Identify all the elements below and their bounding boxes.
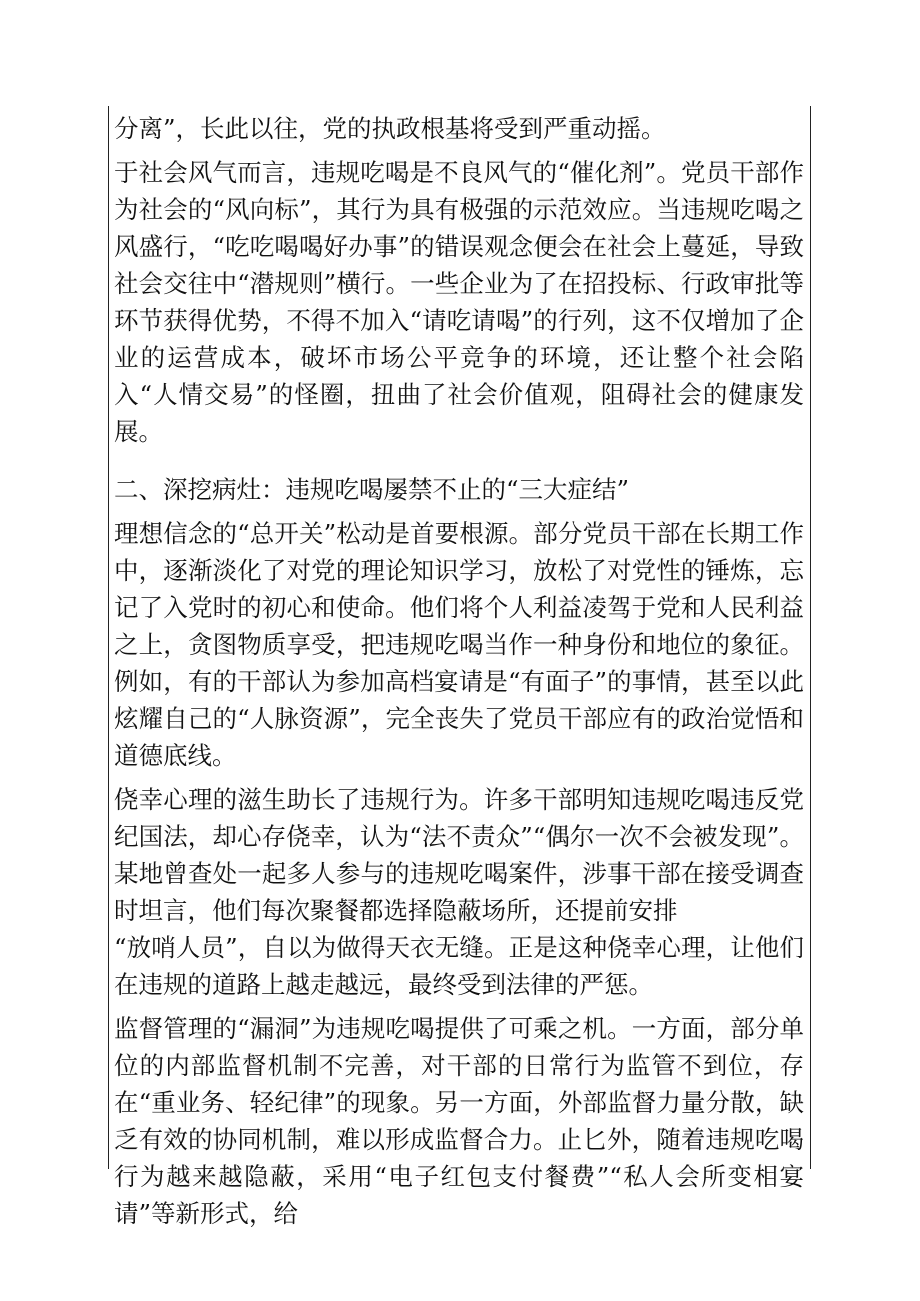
- paragraph-luck-mentality: 侥幸心理的滋生助长了违规行为。许多干部明知违规吃喝违反党纪国法，却心存侥幸，认为“法不责众”“偶尔一次不会被发现”。某地曾查处一起多人参与的违规吃喝案件，涉事干部在接受调查时坦言，他们每次聚餐都选择隐蔽场所，还提前安排: [114, 785, 804, 925]
- paragraph-luck-mentality-cont: “放哨人员”，自以为做得天衣无缝。正是这种侥幸心理，让他们在违规的道路上越走越远，最终受到法律的严惩。: [114, 933, 804, 999]
- paragraph-social-atmosphere: 于社会风气而言，违规吃喝是不良风气的“催化剂”。党员干部作为社会的“风向标”，其行为具有极强的示范效应。当违规吃喝之风盛行，“吃吃喝喝好办事”的错误观念便会在社会上蔓延，导致社会交往中“潜规则”横行。一些企业为了在招投标、行政审批等环节获得优势，不得不加入“请吃请喝”的行列，这不仅增加了企业的运营成本，破坏市场公平竞争的环境，还让整个社会陷入“人情交易”的怪圈，扭曲了社会价值观，阻碍社会的健康发展。: [114, 158, 804, 446]
- paragraph-continuation: 分离”，长此以往，党的执政根基将受到严重动摇。: [114, 114, 666, 143]
- table-border-left: [108, 106, 109, 1169]
- table-border-right: [810, 106, 811, 1169]
- document-body: [114, 110, 804, 1228]
- paragraph-ideals-beliefs: 理想信念的“总开关”松动是首要根源。部分党员干部在长期工作中，逐渐淡化了对党的理论知识学习，放松了对党性的锤炼，忘记了入党时的初心和使命。他们将个人利益凌驾于党和人民利益之上，贪图物质享受，把违规吃喝当作一种身份和地位的象征。例如，有的干部认为参加高档宴请是“有面子”的事情，甚至以此炫耀自己的“人脉资源”，完全丧失了党员干部应有的政治觉悟和道德底线。: [114, 519, 804, 770]
- paragraph-supervision-loopholes: 监督管理的“漏洞”为违规吃喝提供了可乘之机。一方面，部分单位的内部监督机制不完善，对干部的日常行为监管不到位，存在“重业务、轻纪律”的现象。另一方面，外部监督力量分散，缺乏有效的协同机制，难以形成监督合力。止匕外，随着违规吃喝行为越来越隐蔽，采用“电子红包支付餐费”“私人会所变相宴请”等新形式，给: [114, 1014, 804, 1228]
- section-heading: 二、深挖病灶：违规吃喝屡禁不止的“三大症结”: [114, 475, 630, 504]
